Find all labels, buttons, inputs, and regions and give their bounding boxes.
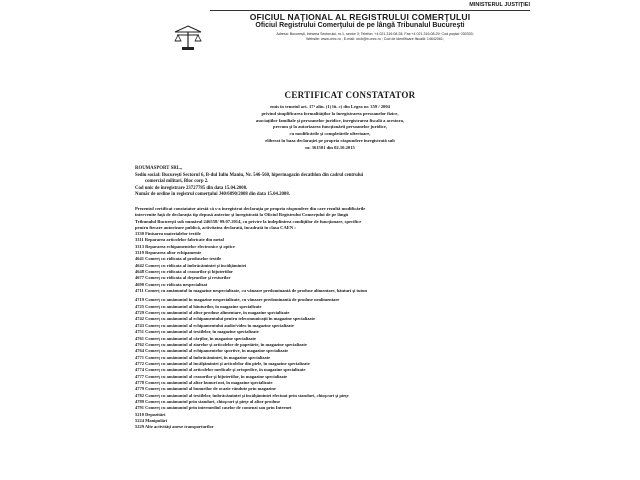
caen-code-list [135, 231, 535, 431]
company-details [135, 166, 555, 199]
office-name: OFICIUL NAŢIONAL AL REGISTRULUI COMERŢULUI [249, 12, 471, 22]
caen-item: 4764 Comerţ cu amănuntul al echipamentelor sportive, în magazine specializate [135, 348, 289, 354]
company-name: ROUMASPORT SRL., [135, 166, 183, 171]
caen-item: 4729 Comerţ cu amănuntul al altor produse alimentare, în magazine specializate [135, 310, 290, 316]
legal-line: emis în temeiul art. 17¹ alin. (1) lit. c) din Legea nr. 359 / 2004 [270, 104, 390, 109]
caen-item: 4648 Comerţ cu ridicata al ceasurilor şi bijuteriilor [135, 269, 234, 275]
caen-item: 4742 Comerţ cu amănuntul al echipamentului pentru telecomunicaţii în magazine specializate [135, 316, 315, 322]
caen-item: 4677 Comerţ cu ridicata al deşeurilor şi resturilor [135, 275, 231, 281]
caen-item: 4771 Comerţ cu amănuntul al îmbrăcămintei, în magazine specializate [135, 354, 271, 360]
company-registration-number: Număr de ordine în registrul comerţului J40/6890/2008 din data 15.04.2008. [135, 192, 290, 198]
caen-item: 4774 Comerţ cu amănuntul al articolelor medicale şi ortopedice, în magazine specializate [135, 367, 306, 373]
legal-line: eliberat în baza declaraţiei pe propria răspundere înregistrată sub [265, 137, 395, 143]
address-line-1: Adresa: Bucureşti, Intrarea Sectorului, nr.1, sector 3; Telefon: +4 021.316.08.28; Fax:+4 021.316.08.29; Cod poştal: 030333; [276, 32, 474, 36]
legal-line: cu modificările şi completările ulterioare, [289, 131, 371, 137]
caen-item: 1330 Finisarea materialelor textile [135, 231, 201, 236]
caen-item: 4782 Comerţ cu amănuntul al textilelor, îmbrăcămintei şi încălţămintei efectuat prin standuri, chioşcuri şi pieţe [135, 392, 349, 398]
caen-item: 5210 Depozitări [135, 411, 166, 417]
statement-line: Prezentul certificat constatator atestă că s-a înregistrat declaraţia pe propria răspundere din care rezultă modificările [135, 206, 366, 211]
address-line-2: Website: www.onrc.ro ; E-mail: orcb@b.onrc.ro ; Cod de identificare fiscală: 14642061; [306, 37, 444, 41]
caen-item: 4711 Comerţ cu amănuntul în magazine nespecializate, cu vânzare predominantă de produse alimentare, băuturi şi tutun [135, 288, 368, 294]
caen-item: 4772 Comerţ cu amănuntul al încălţămintei şi articolelor din piele, în magazine specializate [135, 360, 310, 366]
caen-item: 4761 Comerţ cu amănuntul al cărţilor, în magazine specializate [135, 335, 256, 341]
statement-line: pentru fiecare autorizare publică, activitatea declarată, încadrată în clasa CAEN : [135, 224, 296, 230]
statement-line: intervenite faţă de declaraţia tip depusă anterior şi înregistrată la Oficiul Registrului Comerţului de pe lângă [135, 212, 349, 218]
caen-item: 4777 Comerţ cu amănuntul al ceasurilor şi bijuteriilor, în magazine specializate [135, 373, 288, 379]
company-seat-continued: comercial militari, Bloc corp 2. [145, 179, 209, 185]
caen-item: 4779 Comerţ cu amănuntul al bunurilor de ocazie vândute prin magazine [135, 386, 276, 392]
office-subtitle: Oficiul Registrului Comerţului de pe lângă Tribunalul Bucureşti [255, 22, 465, 29]
company-seat: Sediu social: Bucureşti Sectorul 6, B-dul Iuliu Maniu, Nr. 546-560, hipermagazin decathlon din cadrul centrului [135, 172, 364, 178]
company-cui: Cod unic de înregistrare 23727785 din data 15.04.2008. [135, 185, 248, 191]
caen-item: 4725 Comerţ cu amănuntul al băuturilor, în magazine specializate [135, 303, 262, 309]
caen-item: 5224 Manipulări [135, 417, 168, 423]
legal-line: nr. 361501 din 02.10.2015 [305, 144, 355, 150]
caen-item: 4751 Comerţ cu amănuntul al textilelor, în magazine specializate [135, 329, 259, 335]
header-rule [210, 10, 530, 11]
legal-line: precum şi la autorizarea funcţionării persoanelor juridice, [273, 124, 387, 130]
office-address [160, 32, 590, 42]
caen-item: 4642 Comerţ cu ridicata al îmbrăcămintei şi încălţămintei [135, 262, 247, 268]
caen-item: 4762 Comerţ cu amănuntul al ziarelor şi articolelor de papetărie, în magazine specializate [135, 341, 307, 347]
caen-item: 4789 Comerţ cu amănuntul prin standuri, chioşcuri şi pieţe al altor produse [135, 398, 281, 404]
caen-item: 4743 Comerţ cu amănuntul al echipamentului audio/video în magazine specializate [135, 322, 294, 328]
ministry-label: MINISTERUL JUSTIŢIEI [469, 2, 530, 8]
caen-item: 4690 Comerţ cu ridicata nespecializat [135, 281, 208, 287]
legal-line: asociaţiilor familiale şi persoanelor juridice, înregistrarea fiscală a acestora, [255, 117, 405, 123]
caen-item: 4778 Comerţ cu amănuntul al altor bunuri noi, în magazine specializate [135, 379, 273, 385]
caen-item: 3311 Repararea articolelor fabricate din metal [135, 237, 224, 243]
certificate-legal-basis [175, 104, 485, 152]
certificate-title: CERTIFICAT CONSTATATOR [284, 90, 416, 100]
caen-item: 4791 Comerţ cu amănuntul prin intermediul caselor de comenzi sau prin Internet [135, 405, 292, 411]
caen-item: 4719 Comerţ cu amănuntul în magazine nespecializate, cu vânzare predominantă de produse nealimentare [135, 297, 340, 303]
caen-item: 5229 Alte activităţi anexe transporturilor [135, 424, 214, 430]
certificate-statement [135, 206, 520, 231]
caen-item: 3313 Repararea echipamentelor electronice şi optice [135, 243, 235, 249]
statement-line: Tribunalul Bucureşti sub numărul 246558/ 09.07.2014, cu privire la îndeplinirea condiţiilor de funcţionare, specifice [135, 218, 362, 224]
caen-item: 3319 Repararea altor echipamente [135, 250, 202, 256]
legal-line: privind simplificarea formalităţilor la înregistrarea persoanelor fizice, [261, 110, 399, 116]
caen-item: 4641 Comerţ cu ridicata al produselor textile [135, 256, 222, 262]
